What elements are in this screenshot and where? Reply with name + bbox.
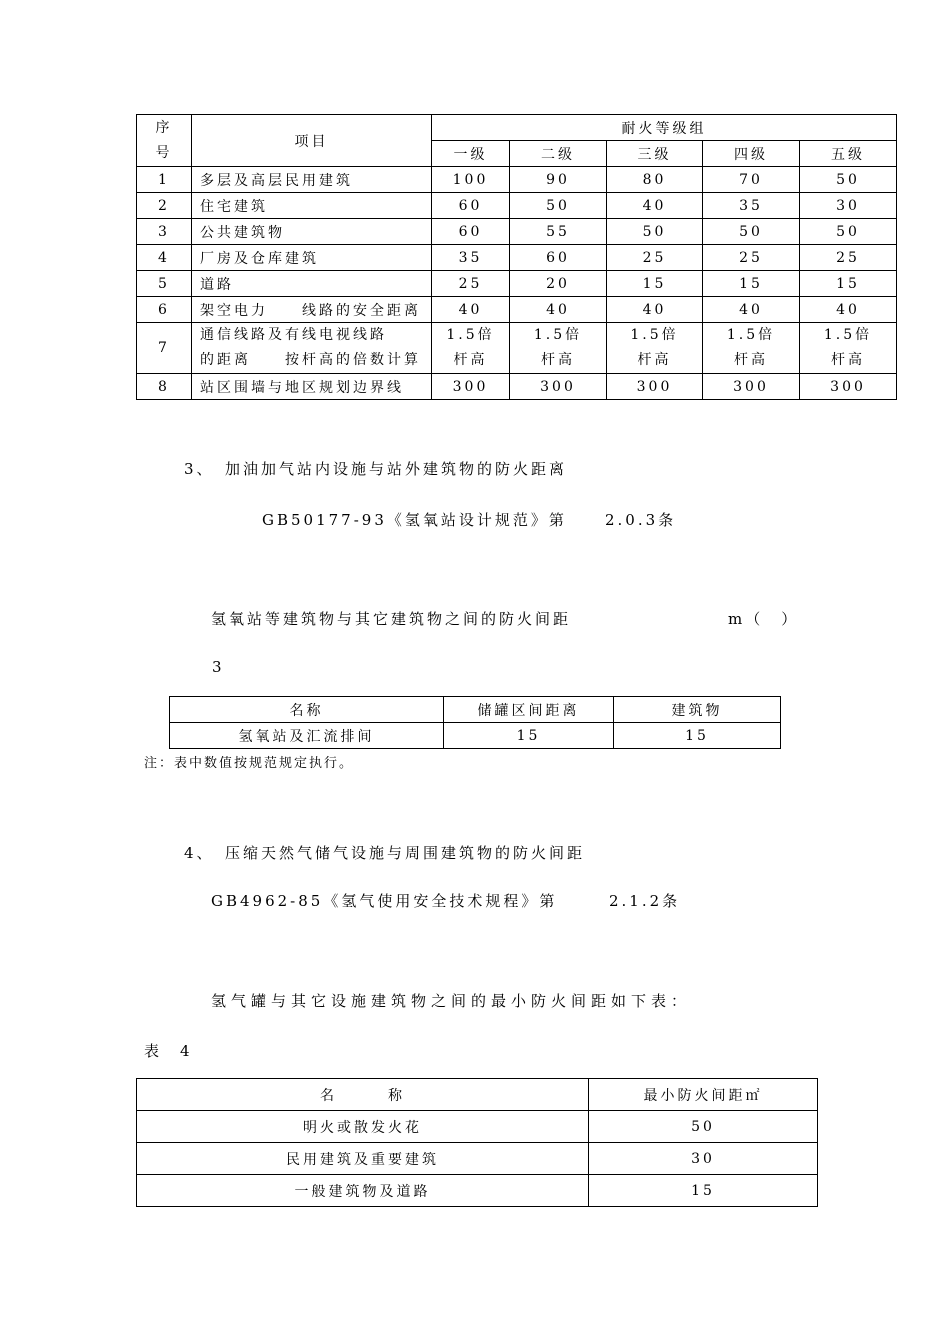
row-value: 90 bbox=[510, 167, 607, 193]
row-value: 300 bbox=[800, 374, 897, 400]
header-level: 二级 bbox=[510, 141, 607, 167]
section4-text: 氢气罐与其它设施建筑物之间的最小防火间距如下表： bbox=[211, 992, 692, 1010]
row-value: 50 bbox=[800, 219, 897, 245]
row-value: 50 bbox=[607, 219, 703, 245]
row-value: 50 bbox=[800, 167, 897, 193]
table-row bbox=[137, 374, 897, 400]
section3-table-label: 3 bbox=[212, 658, 225, 676]
row-item: 站区围墙与地区规划边界线 bbox=[192, 374, 432, 400]
row-no: 4 bbox=[137, 245, 192, 271]
row-value: 25 bbox=[703, 245, 800, 271]
row-value: 70 bbox=[703, 167, 800, 193]
row-value: 40 bbox=[432, 297, 510, 323]
row-value: 1.5倍 杆高 bbox=[703, 323, 800, 374]
fire-distance-table bbox=[136, 114, 897, 400]
row-no: 3 bbox=[137, 219, 192, 245]
row-no: 6 bbox=[137, 297, 192, 323]
table-row bbox=[137, 219, 897, 245]
table-row bbox=[137, 271, 897, 297]
section3-text: 氢氧站等建筑物与其它建筑物之间的防火间距 bbox=[211, 610, 572, 628]
row-item: 道路 bbox=[192, 271, 432, 297]
row-value: 300 bbox=[510, 374, 607, 400]
header-no: 序 号 bbox=[137, 115, 192, 167]
row-value: 40 bbox=[800, 297, 897, 323]
header-cell: 名称 bbox=[170, 697, 444, 723]
row-value: 35 bbox=[703, 193, 800, 219]
hydrogen-station-table bbox=[169, 696, 781, 749]
section3-note: 注：表中数值按规范规定执行。 bbox=[144, 756, 355, 771]
row-value: 1.5倍 杆高 bbox=[607, 323, 703, 374]
table-row bbox=[137, 1111, 818, 1143]
section3-ref: GB50177-93《氢氧站设计规范》第 bbox=[262, 511, 567, 529]
row-item: 住宅建筑 bbox=[192, 193, 432, 219]
header-cell: 名 称 bbox=[137, 1079, 589, 1111]
row-value: 60 bbox=[510, 245, 607, 271]
row-no: 2 bbox=[137, 193, 192, 219]
hydrogen-tank-table bbox=[136, 1078, 818, 1207]
row-item: 氢氧站及汇流排间 bbox=[170, 723, 444, 749]
row-value: 35 bbox=[432, 245, 510, 271]
row-value: 15 bbox=[800, 271, 897, 297]
header-level: 四级 bbox=[703, 141, 800, 167]
row-value: 60 bbox=[432, 219, 510, 245]
row-value: 40 bbox=[607, 193, 703, 219]
row-item: 厂房及仓库建筑 bbox=[192, 245, 432, 271]
row-value: 50 bbox=[589, 1111, 818, 1143]
row-no: 5 bbox=[137, 271, 192, 297]
header-cell: 最小防火间距㎡ bbox=[589, 1079, 818, 1111]
header-level: 一级 bbox=[432, 141, 510, 167]
header-group: 耐火等级组 bbox=[432, 115, 897, 141]
table-row bbox=[137, 1143, 818, 1175]
row-value: 15 bbox=[614, 723, 781, 749]
row-value: 40 bbox=[607, 297, 703, 323]
row-item: 架空电力 线路的安全距离 bbox=[192, 297, 432, 323]
header-cell: 储罐区间距离 bbox=[444, 697, 614, 723]
table-row bbox=[137, 297, 897, 323]
row-value: 1.5倍 杆高 bbox=[800, 323, 897, 374]
table-row bbox=[137, 167, 897, 193]
row-value: 300 bbox=[432, 374, 510, 400]
row-value: 30 bbox=[589, 1143, 818, 1175]
row-value: 55 bbox=[510, 219, 607, 245]
row-value: 15 bbox=[589, 1175, 818, 1207]
row-no: 1 bbox=[137, 167, 192, 193]
row-value: 25 bbox=[432, 271, 510, 297]
row-value: 80 bbox=[607, 167, 703, 193]
row-item: 公共建筑物 bbox=[192, 219, 432, 245]
table-row bbox=[137, 245, 897, 271]
section4-table-label: 表 4 bbox=[144, 1042, 193, 1060]
row-value: 100 bbox=[432, 167, 510, 193]
row-value: 300 bbox=[607, 374, 703, 400]
header-item: 项目 bbox=[192, 115, 432, 167]
row-value: 50 bbox=[703, 219, 800, 245]
row-value: 25 bbox=[607, 245, 703, 271]
section4-ref-clause: 2.1.2条 bbox=[609, 892, 681, 910]
row-item: 多层及高层民用建筑 bbox=[192, 167, 432, 193]
row-value: 40 bbox=[703, 297, 800, 323]
row-item: 通信线路及有线电视线路 的距离 按杆高的倍数计算 bbox=[192, 323, 432, 374]
section4-ref: GB4962-85《氢气使用安全技术规程》第 bbox=[211, 892, 558, 910]
row-value: 1.5倍 杆高 bbox=[510, 323, 607, 374]
row-value: 30 bbox=[800, 193, 897, 219]
row-item: 民用建筑及重要建筑 bbox=[137, 1143, 589, 1175]
row-value: 50 bbox=[510, 193, 607, 219]
row-value: 15 bbox=[703, 271, 800, 297]
row-item: 明火或散发火花 bbox=[137, 1111, 589, 1143]
row-value: 15 bbox=[444, 723, 614, 749]
row-value: 25 bbox=[800, 245, 897, 271]
table-row bbox=[137, 193, 897, 219]
row-value: 300 bbox=[703, 374, 800, 400]
row-value: 1.5倍 杆高 bbox=[432, 323, 510, 374]
row-item: 一般建筑物及道路 bbox=[137, 1175, 589, 1207]
row-value: 15 bbox=[607, 271, 703, 297]
header-level: 五级 bbox=[800, 141, 897, 167]
row-no: 8 bbox=[137, 374, 192, 400]
section3-unit: m（ ） bbox=[728, 610, 800, 628]
header-level: 三级 bbox=[607, 141, 703, 167]
row-value: 20 bbox=[510, 271, 607, 297]
header-cell: 建筑物 bbox=[614, 697, 781, 723]
row-value: 60 bbox=[432, 193, 510, 219]
section3-ref-clause: 2.0.3条 bbox=[605, 511, 677, 529]
table-row bbox=[170, 723, 781, 749]
section4-heading: 4、 压缩天然气储气设施与周围建筑物的防火间距 bbox=[184, 844, 586, 862]
table-row bbox=[137, 323, 897, 374]
section3-heading: 3、 加油加气站内设施与站外建筑物的防火距离 bbox=[184, 460, 568, 478]
row-value: 40 bbox=[510, 297, 607, 323]
table-row bbox=[137, 1175, 818, 1207]
row-no: 7 bbox=[137, 323, 192, 374]
